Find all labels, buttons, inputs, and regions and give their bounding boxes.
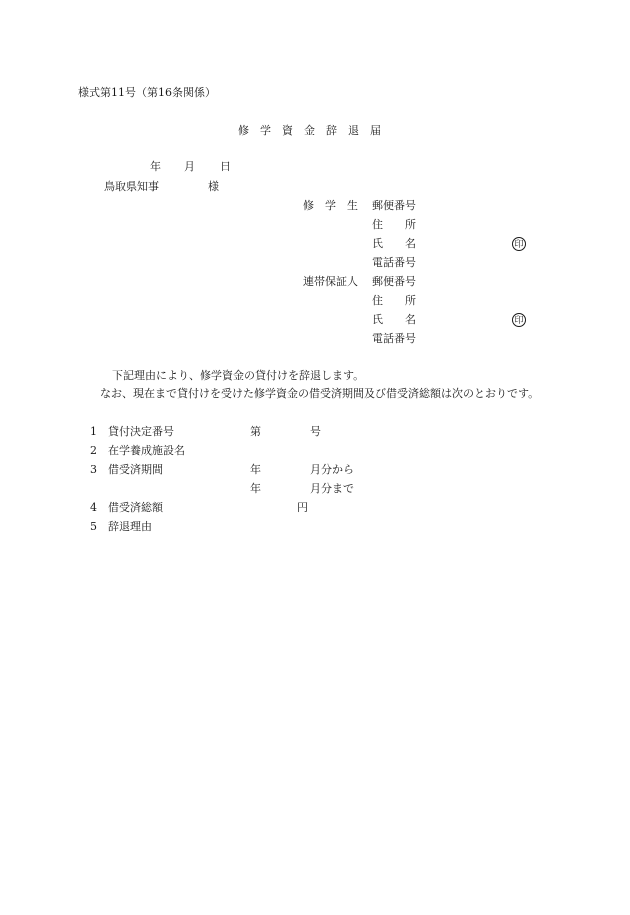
item-2-label: 在学養成施設名 [108, 444, 185, 457]
student-seal-icon: 印 [512, 237, 526, 251]
guarantor-phone-label: 電話番号 [372, 332, 416, 345]
item-4-unit: 円 [297, 501, 308, 514]
student-name-label: 氏 名 [372, 237, 416, 250]
item-4-number: 4 [90, 501, 97, 514]
student-address-label: 住 所 [372, 218, 416, 231]
guarantor-postal-code-label: 郵便番号 [372, 275, 416, 288]
item-3-from-year: 年 [250, 463, 261, 476]
item-3-label: 借受済期間 [108, 463, 163, 476]
guarantor-seal-icon: 印 [512, 313, 526, 327]
item-1-label: 貸付決定番号 [108, 425, 174, 438]
student-postal-code-label: 郵便番号 [372, 199, 416, 212]
form-number: 様式第11号（第16条関係） [78, 86, 216, 99]
addressee-honorific: 様 [208, 180, 219, 193]
item-3-from-month: 月分から [310, 463, 354, 476]
item-3-number: 3 [90, 463, 97, 476]
date-year: 年 [150, 160, 161, 173]
guarantor-name-label: 氏 名 [372, 313, 416, 326]
guarantor-role: 連帯保証人 [303, 275, 358, 288]
item-1-suffix: 号 [310, 425, 321, 438]
date-day: 日 [220, 160, 231, 173]
item-2-number: 2 [90, 444, 97, 457]
student-phone-label: 電話番号 [372, 256, 416, 269]
addressee-name: 鳥取県知事 [104, 180, 159, 193]
item-4-label: 借受済総額 [108, 501, 163, 514]
date-month: 月 [184, 160, 195, 173]
item-1-prefix: 第 [250, 425, 261, 438]
item-5-label: 辞退理由 [108, 520, 152, 533]
document-title: 修 学 資 金 辞 退 届 [238, 124, 381, 137]
item-1-number: 1 [90, 425, 97, 438]
body-line-1: 下記理由により、修学資金の貸付けを辞退します。 [112, 369, 365, 382]
item-5-number: 5 [90, 520, 97, 533]
item-3-to-year: 年 [250, 482, 261, 495]
item-3-to-month: 月分まで [310, 482, 354, 495]
student-role: 修 学 生 [303, 199, 358, 212]
body-line-2: なお、現在まで貸付けを受けた修学資金の借受済期間及び借受済総額は次のとおりです。 [100, 387, 540, 400]
guarantor-address-label: 住 所 [372, 294, 416, 307]
